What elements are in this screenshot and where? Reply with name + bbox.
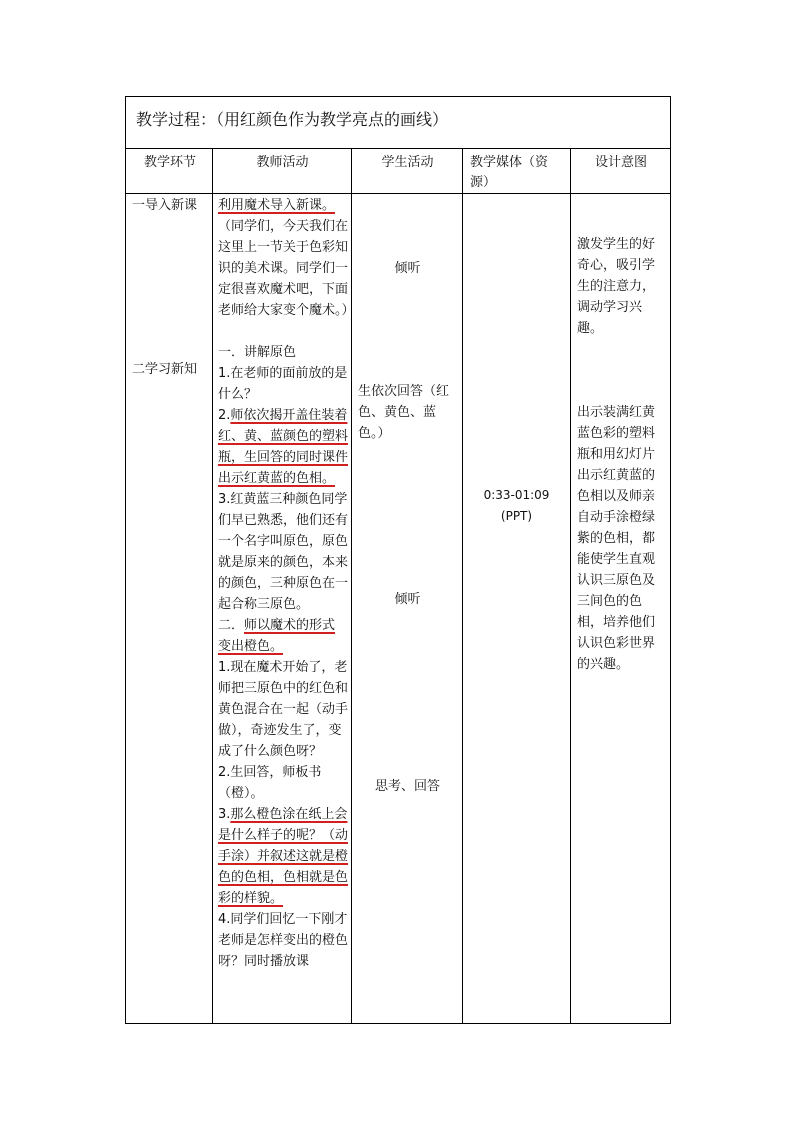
student-activity-answer-colors: 生依次回答（红色、黄色、蓝色。） <box>358 384 450 441</box>
column-divider <box>212 149 213 1023</box>
table-title: 教学过程：（用红颜色作为教学亮点的画线） <box>126 97 670 149</box>
part1-step3: 3.红黄蓝三种颜色同学们早已熟悉，他们还有一个名字叫原色，原色就是原来的颜色，本来的颜色，三种原色在一起合称三原色。 <box>218 492 349 612</box>
column-divider <box>462 149 463 1023</box>
design-intent-1: 激发学生的好奇心，吸引学生的注意力，调动学习兴趣。 <box>577 237 656 336</box>
part2-step3-highlight: 那么橙色涂在纸上会是什么样子的呢？（动手涂）并叙述这就是橙色的色相，色相就是色彩的样貌。 <box>218 807 349 906</box>
part1-step2-highlight: 师依次揭开盖住装着红、黄、蓝颜色的塑料瓶，生回答的同时课件出示红黄蓝的色相。 <box>218 408 349 486</box>
part1-title: 一．讲解原色 <box>218 345 297 360</box>
part2-title-highlight: 师以魔术的形式变出橙色。 <box>218 618 336 654</box>
header-design: 设计意图 <box>594 155 647 170</box>
part2-prefix: 二． <box>218 618 245 633</box>
student-activity-think: 思考、回答 <box>374 779 440 794</box>
student-activity-listen-1: 倾听 <box>394 261 421 276</box>
teacher-intro-text: （同学们，今天我们在这里上一节关于色彩知识的美术课。同学们一定很喜欢魔术吧，下面老师给大家变个魔术。） <box>218 219 355 318</box>
column-divider <box>351 149 352 1023</box>
teacher-activities <box>218 195 355 972</box>
column-divider <box>570 149 571 1023</box>
lesson-table <box>125 96 671 1024</box>
header-teacher: 教师活动 <box>256 155 309 170</box>
section-intro: 一导入新课 <box>132 198 198 213</box>
part1-step1: 1.在老师的面前放的是什么？ <box>218 366 348 402</box>
student-activity-listen-2: 倾听 <box>394 592 421 607</box>
design-intent-2: 出示装满红黄蓝色彩的塑料瓶和用幻灯片出示红黄蓝的色相以及师亲自动手涂橙绿紫的色相，都能使学生直观认识三原色及三间色的色相，培养他们认识色彩世界的兴趣。 <box>577 405 656 672</box>
header-media: 教学媒体（资源） <box>470 155 549 190</box>
part1-step2-prefix: 2. <box>218 408 231 423</box>
part2-step4: 4.同学们回忆一下刚才老师是怎样变出的橙色呀？同时播放课 <box>218 912 349 969</box>
media-type: (PPT) <box>500 509 533 523</box>
header-divider <box>126 193 670 194</box>
part2-step1: 1.现在魔术开始了，老师把三原色中的红色和黄色混合在一起（动手做），奇迹发生了，变成了什么颜色呀？ <box>218 660 349 759</box>
header-section: 教学环节 <box>143 155 196 170</box>
teacher-intro-highlight: 利用魔术导入新课。 <box>218 198 336 213</box>
part2-step3-prefix: 3. <box>218 807 231 822</box>
part2-step2: 2.生回答，师板书（橙）。 <box>218 765 322 801</box>
media-time: 0:33-01:09 <box>483 488 550 502</box>
section-new-knowledge: 二学习新知 <box>132 362 198 377</box>
header-student: 学生活动 <box>381 155 434 170</box>
